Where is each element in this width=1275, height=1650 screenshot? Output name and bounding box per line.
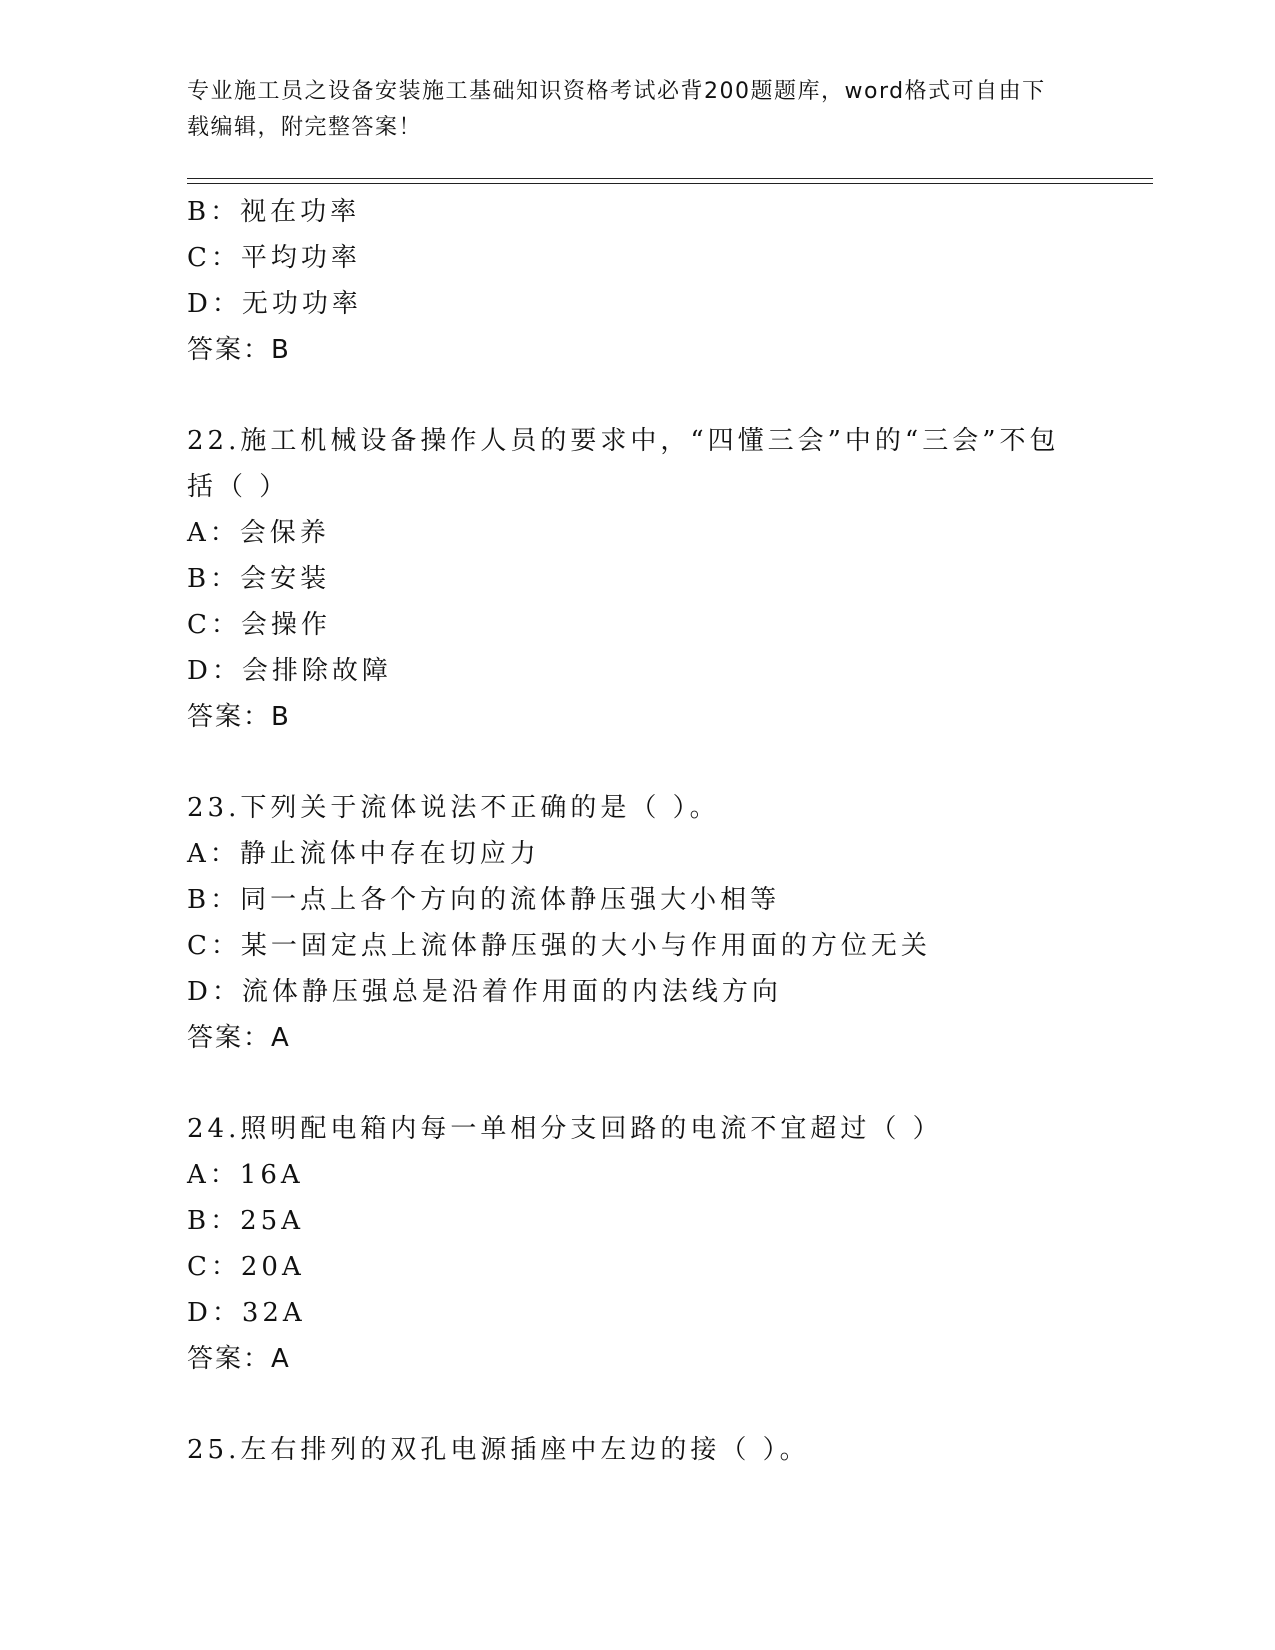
option-b: B：视在功率 bbox=[187, 197, 361, 227]
option-b: B：同一点上各个方向的流体静压强大小相等 bbox=[187, 885, 781, 915]
question-stem: 23.下列关于流体说法不正确的是（ ）。 bbox=[187, 793, 720, 823]
option-d: D：会排除故障 bbox=[187, 656, 392, 686]
question-content bbox=[187, 189, 1147, 1473]
option-a: A：静止流体中存在切应力 bbox=[187, 839, 540, 869]
answer-line: 答案：B bbox=[187, 702, 291, 732]
question-24 bbox=[187, 1106, 1147, 1382]
answer-line: 答案：A bbox=[187, 1344, 291, 1374]
option-b: B：会安装 bbox=[187, 564, 331, 594]
document-header: 专业施工员之设备安装施工基础知识资格考试必背200题题库，word格式可自由下载编辑，附完整答案！ bbox=[187, 79, 1046, 140]
question-21-continuation bbox=[187, 189, 1147, 373]
question-23 bbox=[187, 785, 1147, 1061]
option-b: B：25A bbox=[187, 1206, 304, 1236]
option-a: A：16A bbox=[187, 1160, 304, 1190]
option-c: C：会操作 bbox=[187, 610, 331, 640]
option-c: C：某一固定点上流体静压强的大小与作用面的方位无关 bbox=[187, 931, 931, 961]
option-a: A：会保养 bbox=[187, 518, 330, 548]
question-25 bbox=[187, 1427, 1147, 1473]
option-c: C：平均功率 bbox=[187, 243, 361, 273]
answer-line: 答案：A bbox=[187, 1023, 291, 1053]
answer-line: 答案：B bbox=[187, 335, 291, 365]
header-rule-top bbox=[187, 178, 1153, 179]
question-stem: 25.左右排列的双孔电源插座中左边的接（ ）。 bbox=[187, 1435, 810, 1465]
option-d: D：流体静压强总是沿着作用面的内法线方向 bbox=[187, 977, 782, 1007]
option-c: C：20A bbox=[187, 1252, 305, 1282]
option-d: D：32A bbox=[187, 1298, 306, 1328]
question-stem: 24.照明配电箱内每一单相分支回路的电流不宜超过（ ） bbox=[187, 1114, 943, 1144]
option-d: D：无功功率 bbox=[187, 289, 362, 319]
header-rule-bottom bbox=[187, 183, 1153, 184]
question-stem: 22.施工机械设备操作人员的要求中，“四懂三会”中的“三会”不包括（ ） bbox=[187, 426, 1060, 502]
question-22 bbox=[187, 418, 1147, 740]
